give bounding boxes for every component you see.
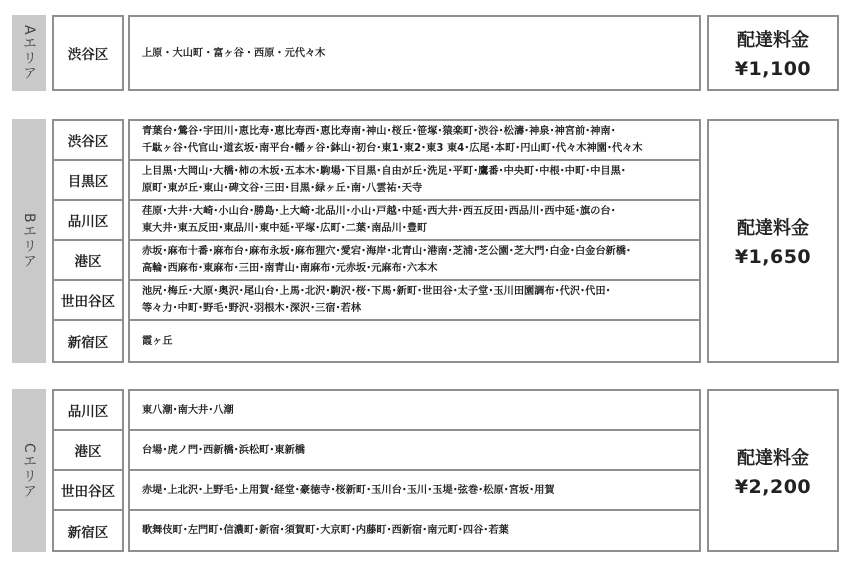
fee-label: 配達料金 bbox=[737, 447, 809, 469]
ward-cell: 新宿区 bbox=[52, 509, 124, 552]
towns-cell: 東八潮･南大井･八潮 bbox=[128, 389, 701, 431]
delivery-fee-box bbox=[707, 389, 839, 552]
ward-cell: 港区 bbox=[52, 429, 124, 471]
fee-price: ¥1,100 bbox=[734, 58, 812, 80]
fee-price: ¥2,200 bbox=[734, 475, 812, 498]
fee-label: 配達料金 bbox=[737, 218, 809, 239]
fee-label: 配達料金 bbox=[737, 30, 809, 51]
ward-cell: 世田谷区 bbox=[52, 469, 124, 511]
towns-cell: 青葉台･鶯谷･宇田川･恵比寿･恵比寿西･恵比寿南･神山･桜丘･笹塚･猿楽町･渋谷･松濤･神泉･神宮前･神南･ 千駄ヶ谷･代官山･道玄坂･南平台･幡ヶ谷･鉢山･初台･東1･東2･東3 東4･広尾･本町･円山町･代々木神園･代々木 bbox=[128, 119, 701, 161]
towns-cell: 赤坂･麻布十番･麻布台･麻布永坂･麻布狸穴･愛宕･海岸･北青山･港南･芝浦･芝公園･芝大門･白金･白金台新橋･ 高輪･西麻布･東麻布･三田･南青山･南麻布･元赤坂･元麻布･六本木 bbox=[128, 239, 701, 281]
ward-cell: 渋谷区 bbox=[52, 15, 124, 91]
ward-cell: 品川区 bbox=[52, 389, 124, 431]
area-c-label: Cエリア bbox=[12, 389, 46, 552]
area-c-block bbox=[0, 389, 849, 552]
area-a-block bbox=[0, 15, 849, 91]
delivery-fee-box bbox=[707, 119, 839, 363]
ward-cell: 渋谷区 bbox=[52, 119, 124, 161]
area-b-block bbox=[0, 119, 849, 363]
delivery-fee-box bbox=[707, 15, 839, 91]
towns-cell: 歌舞伎町･左門町･信濃町･新宿･須賀町･大京町･内藤町･西新宿･南元町･四谷･若葉 bbox=[128, 509, 701, 552]
towns-cell: 池尻･梅丘･大原･奥沢･尾山台･上馬･北沢･駒沢･桜･下馬･新町･世田谷･太子堂･玉川田園調布･代沢･代田･ 等々力･中町･野毛･野沢･羽根木･深沢･三宿･若林 bbox=[128, 279, 701, 321]
ward-cell: 目黒区 bbox=[52, 159, 124, 201]
area-b-label: Bエリア bbox=[12, 119, 46, 363]
ward-cell: 世田谷区 bbox=[52, 279, 124, 321]
fee-price: ¥1,650 bbox=[734, 246, 812, 268]
ward-cell: 港区 bbox=[52, 239, 124, 281]
ward-cell: 新宿区 bbox=[52, 319, 124, 363]
area-a-label: Aエリア bbox=[12, 15, 46, 91]
towns-cell: 台場･虎ノ門･西新橋･浜松町･東新橋 bbox=[128, 429, 701, 471]
ward-cell: 品川区 bbox=[52, 199, 124, 241]
towns-cell: 赤堤･上北沢･上野毛･上用賀･経堂･豪徳寺･桜新町･玉川台･玉川･玉堤･弦巻･松原･宮坂･用賀 bbox=[128, 469, 701, 511]
towns-cell: 霞ヶ丘 bbox=[128, 319, 701, 363]
towns-cell: 上目黒･大岡山･大橋･柿の木坂･五本木･駒場･下目黒･自由が丘･洗足･平町･鷹番･中央町･中根･中町･中目黒･ 原町･東が丘･東山･碑文谷･三田･目黒･緑ヶ丘･南･八雲祐･天寺 bbox=[128, 159, 701, 201]
towns-cell: 上原・大山町・富ヶ谷・西原・元代々木 bbox=[128, 15, 701, 91]
towns-cell: 荏原･大井･大崎･小山台･勝島･上大崎･北品川･小山･戸越･中延･西大井･西五反田･西品川･西中延･旗の台･ 東大井･東五反田･東品川･東中延･平塚･広町･二葉･南品川･豊町 bbox=[128, 199, 701, 241]
